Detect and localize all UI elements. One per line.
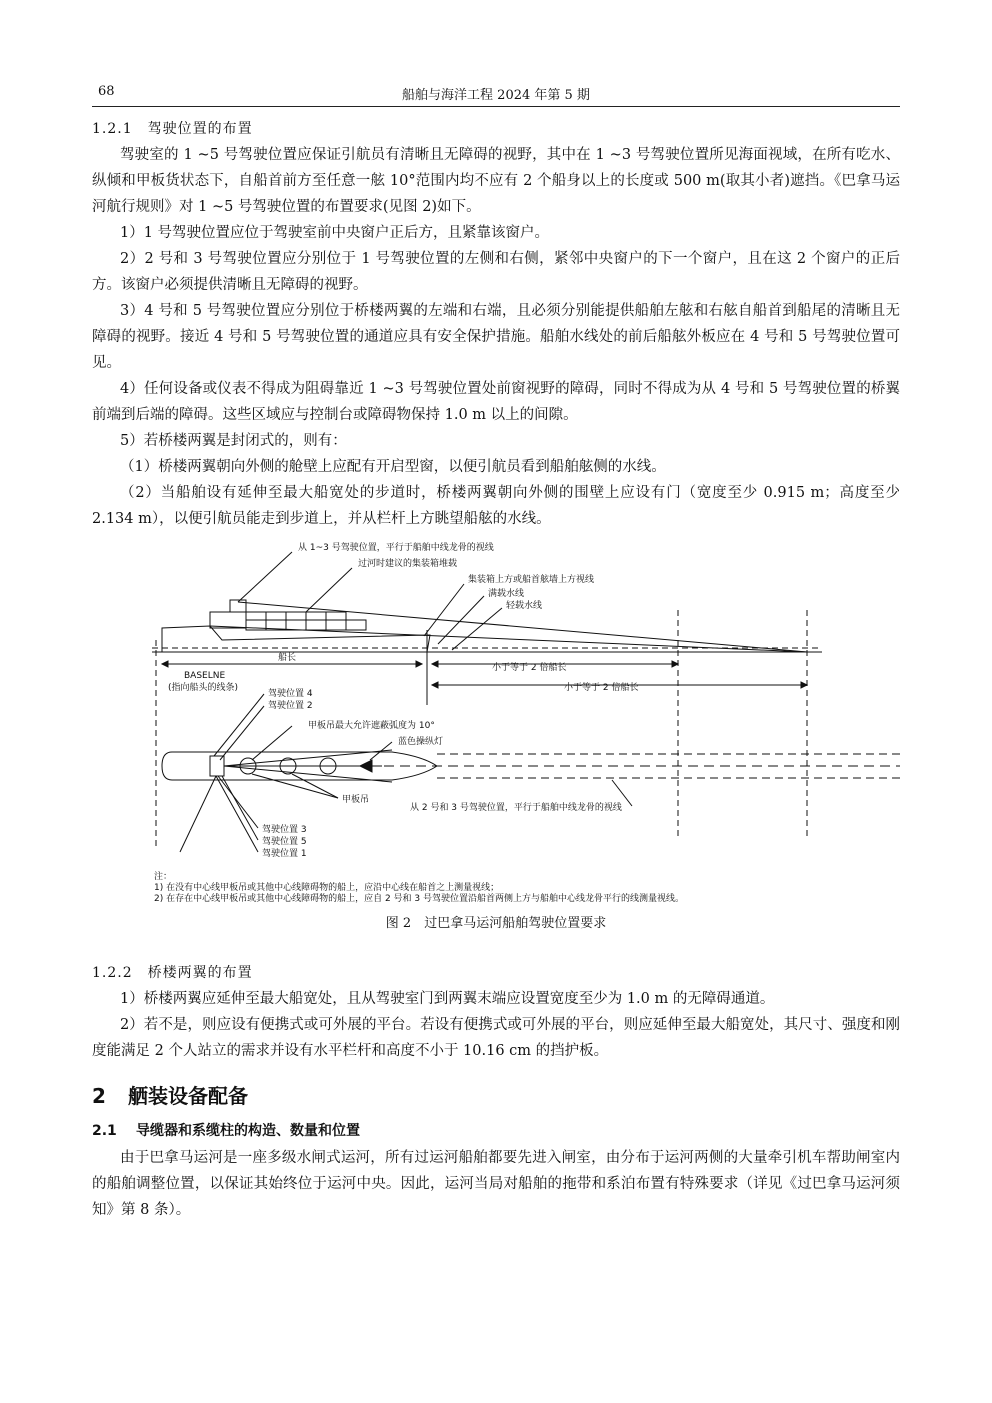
paragraph: 1）1 号驾驶位置应位于驾驶室前中央窗户正后方，且紧靠该窗户。 bbox=[120, 225, 550, 241]
label-pos3: 驾驶位置 3 bbox=[262, 825, 307, 835]
label-blue-light: 蓝色操纵灯 bbox=[398, 737, 444, 747]
figure-2 bbox=[92, 540, 900, 960]
label-baseline: BASELNE bbox=[184, 671, 226, 681]
section-1-2-2-heading: 1.2.2 桥楼两翼的布置 bbox=[92, 965, 253, 981]
section-2-title: 舾装设备配备 bbox=[128, 1084, 248, 1108]
note-title: 注： bbox=[154, 872, 173, 882]
section-2-1-number: 2.1 bbox=[92, 1123, 117, 1139]
label-view-2-3: 从 2 号和 3 号驾驶位置，平行于船舶中线龙骨的视线 bbox=[410, 803, 622, 813]
label-crane-angle: 甲板吊最大允许遮蔽弧度为 10° bbox=[308, 721, 435, 731]
paragraph: 1）桥楼两翼应延伸至最大船宽处，且从驾驶室门到两翼末端应设置宽度至少为 1.0 m 的无障碍通道。 bbox=[120, 991, 775, 1007]
label-light-load: 轻载水线 bbox=[506, 601, 543, 611]
label-view-1-3: 从 1~3 号驾驶位置，平行于船舶中线龙骨的视线 bbox=[298, 543, 494, 553]
label-less-2b: 小于等于 2 倍船长 bbox=[564, 683, 639, 693]
label-pos2: 驾驶位置 2 bbox=[268, 701, 313, 711]
ship-diagram bbox=[92, 540, 900, 880]
paragraph: 4）任何设备或仪表不得成为阻碍靠近 1 ~3 号驾驶位置处前窗视野的障碍，同时不得成为从 4 号和 5 号驾驶位置的桥翼前端到后端的障碍。这些区域应与控制台或障碍物保持 1.0 m 以上的间隙。 bbox=[92, 381, 900, 423]
journal-title: 船舶与海洋工程 2024 年第 5 期 bbox=[402, 88, 590, 103]
paragraph: （1）桥楼两翼朝向外侧的舱壁上应配有开启型窗，以便引航员看到船舶舷侧的水线。 bbox=[120, 459, 666, 475]
bridge-block bbox=[210, 612, 246, 628]
figure-caption: 图 2 过巴拿马运河船舶驾驶位置要求 bbox=[385, 916, 607, 931]
container-stack bbox=[246, 612, 366, 630]
label-pos4: 驾驶位置 4 bbox=[268, 689, 313, 699]
label-full-load: 满载水线 bbox=[488, 589, 525, 599]
section-2-number: 2 bbox=[92, 1084, 106, 1108]
section-2-1-heading bbox=[92, 1119, 900, 1143]
paragraph: 2）2 号和 3 号驾驶位置应分别位于 1 号驾驶位置的左侧和右侧，紧邻中央窗户的下一个窗户，且在这 2 个窗户的正后方。该窗户必须提供清晰且无障碍的视野。 bbox=[92, 251, 900, 293]
section-2-1-title: 导缆器和系缆柱的构造、数量和位置 bbox=[136, 1123, 360, 1139]
label-pos5: 驾驶位置 5 bbox=[262, 837, 307, 847]
paragraph: 驾驶室的 1 ~5 号驾驶位置应保证引航员有清晰且无障碍的视野，其中在 1 ~3 号驾驶位置所见海面视域，在所有吃水、纵倾和甲板货状态下，自船首前方至任意一舷 10°范围内均不应有 2 个船身以上的长度或 500 m(取其小者)遮挡。《巴拿马运河航行规则》对 1 ~5 号驾驶位置的布置要求(见图 2)如下。 bbox=[92, 147, 900, 215]
paragraph: 5）若桥楼两翼是封闭式的，则有： bbox=[120, 433, 347, 449]
section-1-2-1-heading: 1.2.1 驾驶位置的布置 bbox=[92, 121, 253, 137]
note-2: 2) 在存在中心线甲板吊或其他中心线障碍物的船上，应自 2 号和 3 号驾驶位置沿船首两侧上方与船舶中心线龙骨平行的线测量视线。 bbox=[154, 894, 684, 904]
paragraph: 2）若不是，则应设有便携式或可外展的平台。若设有便携式或可外展的平台，则应延伸至最大船宽处，其尺寸、强度和刚度能满足 2 个人站立的需求并设有水平栏杆和高度不小于 10.16 cm 的挡护板。 bbox=[92, 1017, 900, 1059]
paragraph: （2）当船舶设有延伸至最大船宽处的步道时，桥楼两翼朝向外侧的围壁上应设有门（宽度至少 0.915 m；高度至少 2.134 m），以便引航员能走到步道上，并从栏杆上方眺望船舷的水线。 bbox=[92, 485, 900, 527]
paragraph: 3）4 号和 5 号驾驶位置应分别位于桥楼两翼的左端和右端，且必须分别能提供船舶左舷和右舷自船首到船尾的清晰且无障碍的视野。接近 4 号和 5 号驾驶位置的通道应具有安全保护措施。船舶水线处的前后船舷外板应在 4 号和 5 号驾驶位置可见。 bbox=[92, 303, 900, 371]
label-baseline-note: (指向船头的线条) bbox=[168, 683, 239, 693]
section-2-heading bbox=[92, 1080, 900, 1109]
label-ship-length: 船长 bbox=[278, 653, 297, 663]
label-deck-crane: 甲板吊 bbox=[342, 795, 370, 805]
figure-notes bbox=[154, 872, 684, 905]
label-over-deck: 集装箱上方或船首舷墙上方视线 bbox=[468, 575, 595, 585]
page-header bbox=[92, 82, 900, 107]
paragraph: 由于巴拿马运河是一座多级水闸式运河，所有过运河船舶都要先进入闸室，由分布于运河两侧的大量牵引机车帮助闸室内的船舶调整位置，以保证其始终位于运河中央。因此，运河当局对船舶的拖带和系泊布置有特殊要求（详见《过巴拿马运河须知》第 8 条）。 bbox=[92, 1150, 900, 1218]
bridge-wings bbox=[210, 756, 224, 776]
note-1: 1) 在没有中心线甲板吊或其他中心线障碍物的船上，应沿中心线在船首之上测量视线； bbox=[154, 883, 500, 893]
label-pos1: 驾驶位置 1 bbox=[262, 849, 307, 859]
page-content bbox=[92, 118, 900, 1223]
label-less-2a: 小于等于 2 倍船长 bbox=[492, 663, 567, 673]
label-container-stack: 过河时建议的集装箱堆载 bbox=[358, 559, 458, 569]
page-number: 68 bbox=[98, 84, 115, 99]
